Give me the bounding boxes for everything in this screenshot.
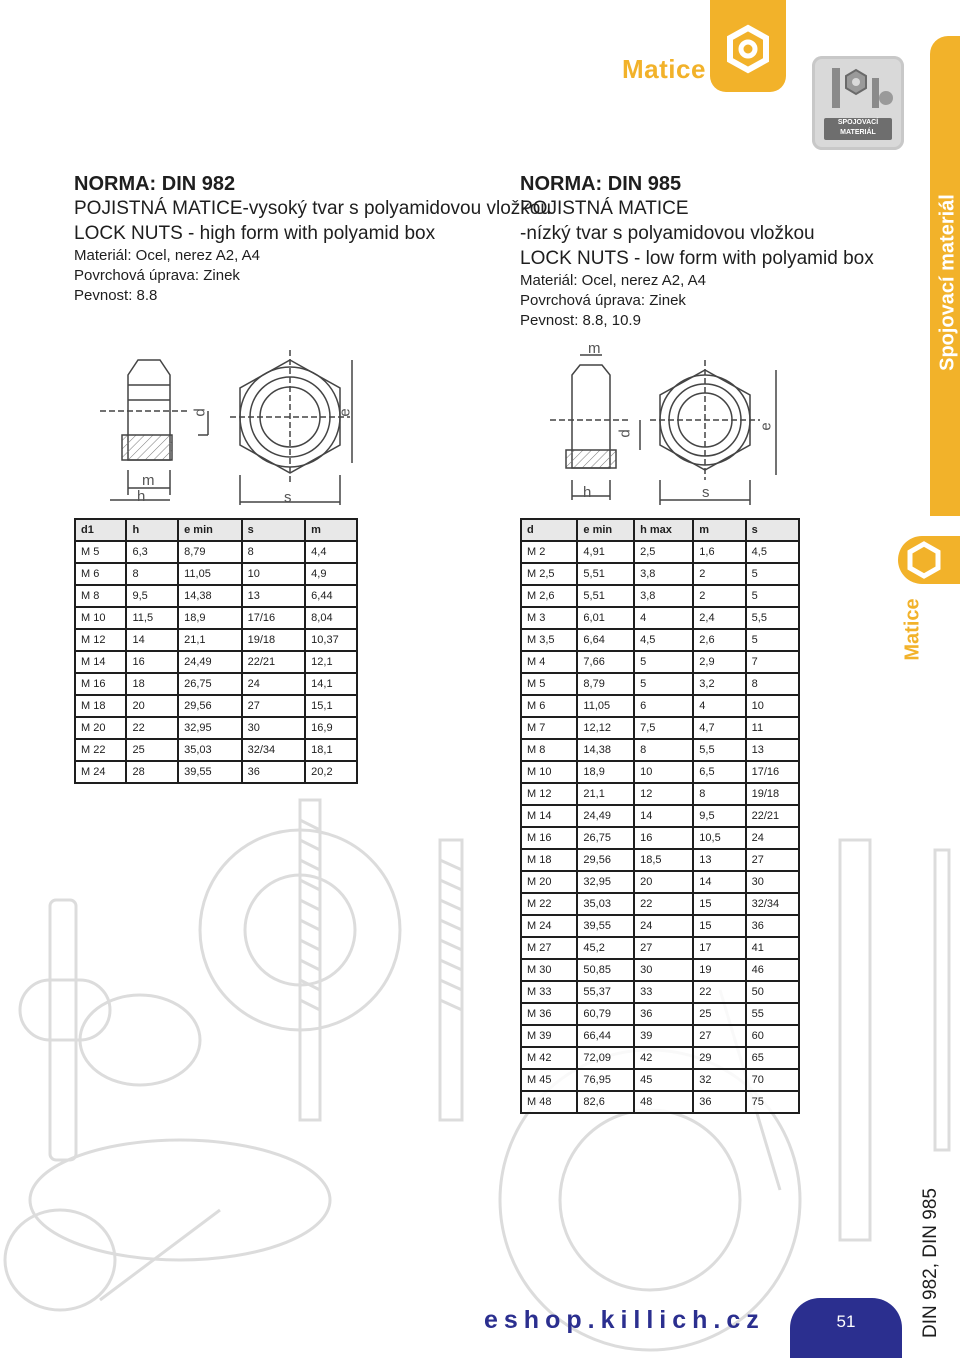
din985-title-en: LOCK NUTS - low form with polyamid box [520,248,874,269]
table-cell: 20 [634,871,693,893]
din985-surface: Povrchová úprava: Zinek [520,292,686,309]
din982-label-h: h [137,488,146,505]
din982-info [74,172,551,306]
table-cell: 6,3 [126,541,178,563]
din982-title-cz: POJISTNÁ MATICE-vysoký tvar s polyamidovou vložkou [74,198,551,219]
table-cell: 4,7 [693,717,745,739]
table-cell: 4,9 [305,563,357,585]
din985-info [520,172,874,331]
table-cell: 6,44 [305,585,357,607]
table-cell: 4,91 [577,541,634,563]
background-hardware-image [0,780,960,1358]
table-cell: 5,5 [746,607,799,629]
din982-material: Materiál: Ocel, nerez A2, A4 [74,247,260,264]
table-cell: M 6 [521,695,577,717]
table-cell: 25 [126,739,178,761]
table-cell: 28 [126,761,178,783]
table-cell: 16,9 [305,717,357,739]
table-cell: 12,12 [577,717,634,739]
table-cell: M 33 [521,981,577,1003]
table-cell: 5 [634,651,693,673]
footer-norms [908,1180,954,1350]
table-cell: 50 [746,981,799,1003]
din985-drawing [540,340,790,510]
table-row [75,739,357,761]
table-cell: 39,55 [577,915,634,937]
table-cell: 19/18 [746,783,799,805]
table-cell: 2,5 [634,541,693,563]
table-cell: 14 [634,805,693,827]
table-row [521,1025,799,1047]
table-cell: 10,5 [693,827,745,849]
side-band-label: Spojovací materiál [936,194,959,371]
table-row [75,563,357,585]
din985-title-cz-2: -nízký tvar s polyamidovou vložkou [520,223,815,244]
table-cell: M 39 [521,1025,577,1047]
table-cell: 15 [693,915,745,937]
table-row [521,717,799,739]
table-cell: M 18 [521,849,577,871]
table-row [521,827,799,849]
din982-title-en: LOCK NUTS - high form with polyamid box [74,223,436,244]
table-cell: 16 [634,827,693,849]
table-cell: 55,37 [577,981,634,1003]
table-cell: 4,5 [746,541,799,563]
table-cell: 24 [634,915,693,937]
table-row [521,937,799,959]
column-header: m [305,519,357,541]
table-row [521,761,799,783]
column-header: s [242,519,306,541]
table-cell: 14,38 [577,739,634,761]
column-header: e min [178,519,242,541]
table-cell: 10 [242,563,306,585]
table-cell: M 2,5 [521,563,577,585]
table-cell: 8 [693,783,745,805]
table-cell: 5,51 [577,585,634,607]
hex-nut-icon [723,24,773,74]
column-header: s [746,519,799,541]
table-cell: 25 [693,1003,745,1025]
table-cell: 5 [634,673,693,695]
table-cell: 55 [746,1003,799,1025]
table-cell: M 16 [75,673,126,695]
table-cell: 7,66 [577,651,634,673]
table-cell: 16 [126,651,178,673]
table-cell: 12 [634,783,693,805]
table-cell: M 10 [521,761,577,783]
logo-label: SPOJOVACÍ MATERIÁL [824,118,892,140]
table-cell: 6,64 [577,629,634,651]
table-cell: 35,03 [577,893,634,915]
din982-surface: Povrchová úprava: Zinek [74,267,240,284]
table-cell: 8 [746,673,799,695]
din985-material: Materiál: Ocel, nerez A2, A4 [520,272,706,289]
table-cell: M 4 [521,651,577,673]
table-cell: M 2 [521,541,577,563]
table-row [521,959,799,981]
table-cell: 5 [746,563,799,585]
table-cell: 72,09 [577,1047,634,1069]
table-cell: 45 [634,1069,693,1091]
table-cell: M 48 [521,1091,577,1113]
table-cell: 29,56 [178,695,242,717]
table-row [521,651,799,673]
page-number: 51 [790,1298,902,1358]
table-cell: 17/16 [242,607,306,629]
din985-norma: NORMA: DIN 985 [520,173,682,195]
table-row [521,607,799,629]
table-cell: 14,38 [178,585,242,607]
table-cell: 5 [746,629,799,651]
table-row [521,585,799,607]
table-cell: 9,5 [126,585,178,607]
table-cell: 3,2 [693,673,745,695]
din985-label-s: s [702,484,710,501]
column-header: e min [577,519,634,541]
table-cell: 8 [242,541,306,563]
table-cell: 82,6 [577,1091,634,1113]
table-row [521,1047,799,1069]
table-cell: 21,1 [577,783,634,805]
table-cell: 32 [693,1069,745,1091]
din985-label-e: e [757,422,775,431]
bolts-icon [812,56,904,116]
table-cell: 18 [126,673,178,695]
table-row [75,607,357,629]
table-cell: 8,79 [178,541,242,563]
table-row [521,871,799,893]
table-header-row [521,519,799,541]
table-cell: 27 [746,849,799,871]
side-category-label: Matice [901,598,924,661]
table-cell: M 14 [521,805,577,827]
table-cell: 4,4 [305,541,357,563]
table-cell: 8 [634,739,693,761]
table-cell: 20,2 [305,761,357,783]
table-cell: 18,9 [577,761,634,783]
column-header: d [521,519,577,541]
table-cell: 11,5 [126,607,178,629]
table-cell: 8,79 [577,673,634,695]
table-row [521,1003,799,1025]
table-cell: 75 [746,1091,799,1113]
table-row [521,541,799,563]
table-cell: 39 [634,1025,693,1047]
column-header: m [693,519,745,541]
table-cell: 5,51 [577,563,634,585]
table-row [75,717,357,739]
din982-label-s: s [284,489,292,506]
table-row [75,629,357,651]
table-row [521,695,799,717]
table-cell: M 5 [75,541,126,563]
din982-strength: Pevnost: 8.8 [74,287,158,304]
table-cell: 4,5 [634,629,693,651]
table-cell: 18,1 [305,739,357,761]
table-cell: 15 [693,893,745,915]
table-cell: 10 [634,761,693,783]
table-cell: M 20 [521,871,577,893]
table-cell: 12,1 [305,651,357,673]
table-cell: M 5 [521,673,577,695]
table-cell: M 30 [521,959,577,981]
table-cell: 27 [693,1025,745,1047]
table-cell: 19/18 [242,629,306,651]
table-cell: M 7 [521,717,577,739]
table-cell: 13 [693,849,745,871]
table-cell: M 8 [75,585,126,607]
table-cell: 15,1 [305,695,357,717]
table-cell: 13 [746,739,799,761]
table-cell: 36 [693,1091,745,1113]
table-cell: 3,8 [634,585,693,607]
din985-table [520,518,800,1114]
table-cell: 2,9 [693,651,745,673]
din982-label-m: m [142,472,155,489]
table-cell: M 27 [521,937,577,959]
table-cell: M 36 [521,1003,577,1025]
table-cell: 6 [634,695,693,717]
table-row [521,783,799,805]
table-row [75,585,357,607]
table-cell: 4 [634,607,693,629]
din985-label-h: h [583,484,592,501]
table-cell: 2,6 [693,629,745,651]
footer-norms-label: DIN 982, DIN 985 [919,1188,941,1338]
table-cell: 76,95 [577,1069,634,1091]
table-cell: 29,56 [577,849,634,871]
table-row [521,805,799,827]
table-cell: 10,37 [305,629,357,651]
table-cell: 30 [242,717,306,739]
table-cell: 22 [126,717,178,739]
table-cell: 14 [693,871,745,893]
table-cell: 22 [634,893,693,915]
table-row [521,849,799,871]
table-cell: 24 [746,827,799,849]
table-cell: 27 [634,937,693,959]
table-cell: 6,01 [577,607,634,629]
table-row [521,739,799,761]
table-cell: M 20 [75,717,126,739]
table-row [521,893,799,915]
table-cell: 39,55 [178,761,242,783]
table-cell: 45,2 [577,937,634,959]
table-cell: 18,5 [634,849,693,871]
table-cell: M 18 [75,695,126,717]
din985-label-d: d [616,429,634,438]
table-cell: 11 [746,717,799,739]
table-cell: 2 [693,563,745,585]
table-cell: 14,1 [305,673,357,695]
table-row [521,1069,799,1091]
table-row [521,915,799,937]
column-header: h max [634,519,693,541]
table-cell: 2 [693,585,745,607]
table-cell: 32/34 [242,739,306,761]
table-cell: M 45 [521,1069,577,1091]
table-cell: 17 [693,937,745,959]
table-cell: M 6 [75,563,126,585]
table-cell: 24 [242,673,306,695]
table-cell: M 12 [75,629,126,651]
table-cell: M 10 [75,607,126,629]
table-cell: 5,5 [693,739,745,761]
table-cell: 8,04 [305,607,357,629]
din982-drawing [90,345,380,510]
table-row [521,629,799,651]
din985-label-m: m [588,340,601,357]
table-cell: 26,75 [178,673,242,695]
table-cell: 27 [242,695,306,717]
table-cell: 10 [746,695,799,717]
table-cell: 17/16 [746,761,799,783]
table-cell: 8 [126,563,178,585]
din985-strength: Pevnost: 8.8, 10.9 [520,312,641,329]
table-cell: 9,5 [693,805,745,827]
table-cell: 30 [746,871,799,893]
column-header: d1 [75,519,126,541]
table-cell: 50,85 [577,959,634,981]
table-cell: 26,75 [577,827,634,849]
din982-label-e: e [336,408,354,417]
table-cell: 35,03 [178,739,242,761]
table-cell: 3,8 [634,563,693,585]
table-cell: 41 [746,937,799,959]
table-cell: M 8 [521,739,577,761]
table-cell: 32,95 [577,871,634,893]
hex-nut-tab [710,0,786,92]
side-category [902,588,942,668]
table-cell: 22/21 [746,805,799,827]
table-cell: 21,1 [178,629,242,651]
table-cell: 11,05 [178,563,242,585]
table-cell: 36 [746,915,799,937]
table-cell: 18,9 [178,607,242,629]
table-cell: M 42 [521,1047,577,1069]
table-cell: M 22 [521,893,577,915]
table-cell: 66,44 [577,1025,634,1047]
table-cell: M 12 [521,783,577,805]
table-cell: M 3 [521,607,577,629]
table-row [75,695,357,717]
table-cell: 5 [746,585,799,607]
table-row [521,1091,799,1113]
table-cell: 22/21 [242,651,306,673]
table-cell: 33 [634,981,693,1003]
table-cell: 13 [242,585,306,607]
table-cell: 42 [634,1047,693,1069]
table-cell: 30 [634,959,693,981]
table-cell: 14 [126,629,178,651]
hex-nut-small-icon [904,540,944,580]
table-cell: 36 [242,761,306,783]
table-cell: M 16 [521,827,577,849]
section-title: Matice [622,54,706,84]
table-cell: 24,49 [577,805,634,827]
table-cell: 60,79 [577,1003,634,1025]
table-cell: 36 [634,1003,693,1025]
table-cell: M 3,5 [521,629,577,651]
din985-title-cz-1: POJISTNÁ MATICE [520,198,689,219]
table-row [521,981,799,1003]
table-cell: 29 [693,1047,745,1069]
table-cell: 32,95 [178,717,242,739]
table-cell: M 2,6 [521,585,577,607]
table-cell: 20 [126,695,178,717]
table-row [521,563,799,585]
table-cell: M 24 [521,915,577,937]
table-cell: M 22 [75,739,126,761]
shop-url-link[interactable]: eshop.killich.cz [484,1306,765,1334]
table-cell: 1,6 [693,541,745,563]
table-row [75,541,357,563]
table-cell: 4 [693,695,745,717]
side-hex-tab [898,536,960,584]
table-cell: M 14 [75,651,126,673]
table-cell: 32/34 [746,893,799,915]
table-cell: 7,5 [634,717,693,739]
table-cell: 70 [746,1069,799,1091]
table-cell: M 24 [75,761,126,783]
table-cell: 22 [693,981,745,1003]
table-cell: 46 [746,959,799,981]
table-row [521,673,799,695]
din982-label-d: d [191,408,209,417]
table-cell: 48 [634,1091,693,1113]
din982-norma: NORMA: DIN 982 [74,173,236,195]
brand-logo [812,56,904,150]
din982-table [74,518,358,784]
table-cell: 11,05 [577,695,634,717]
table-row [75,651,357,673]
side-band [930,36,960,516]
table-cell: 7 [746,651,799,673]
table-cell: 2,4 [693,607,745,629]
table-header-row [75,519,357,541]
table-cell: 19 [693,959,745,981]
column-header: h [126,519,178,541]
table-row [75,673,357,695]
table-cell: 60 [746,1025,799,1047]
table-cell: 65 [746,1047,799,1069]
table-cell: 6,5 [693,761,745,783]
table-cell: 24,49 [178,651,242,673]
table-row [75,761,357,783]
